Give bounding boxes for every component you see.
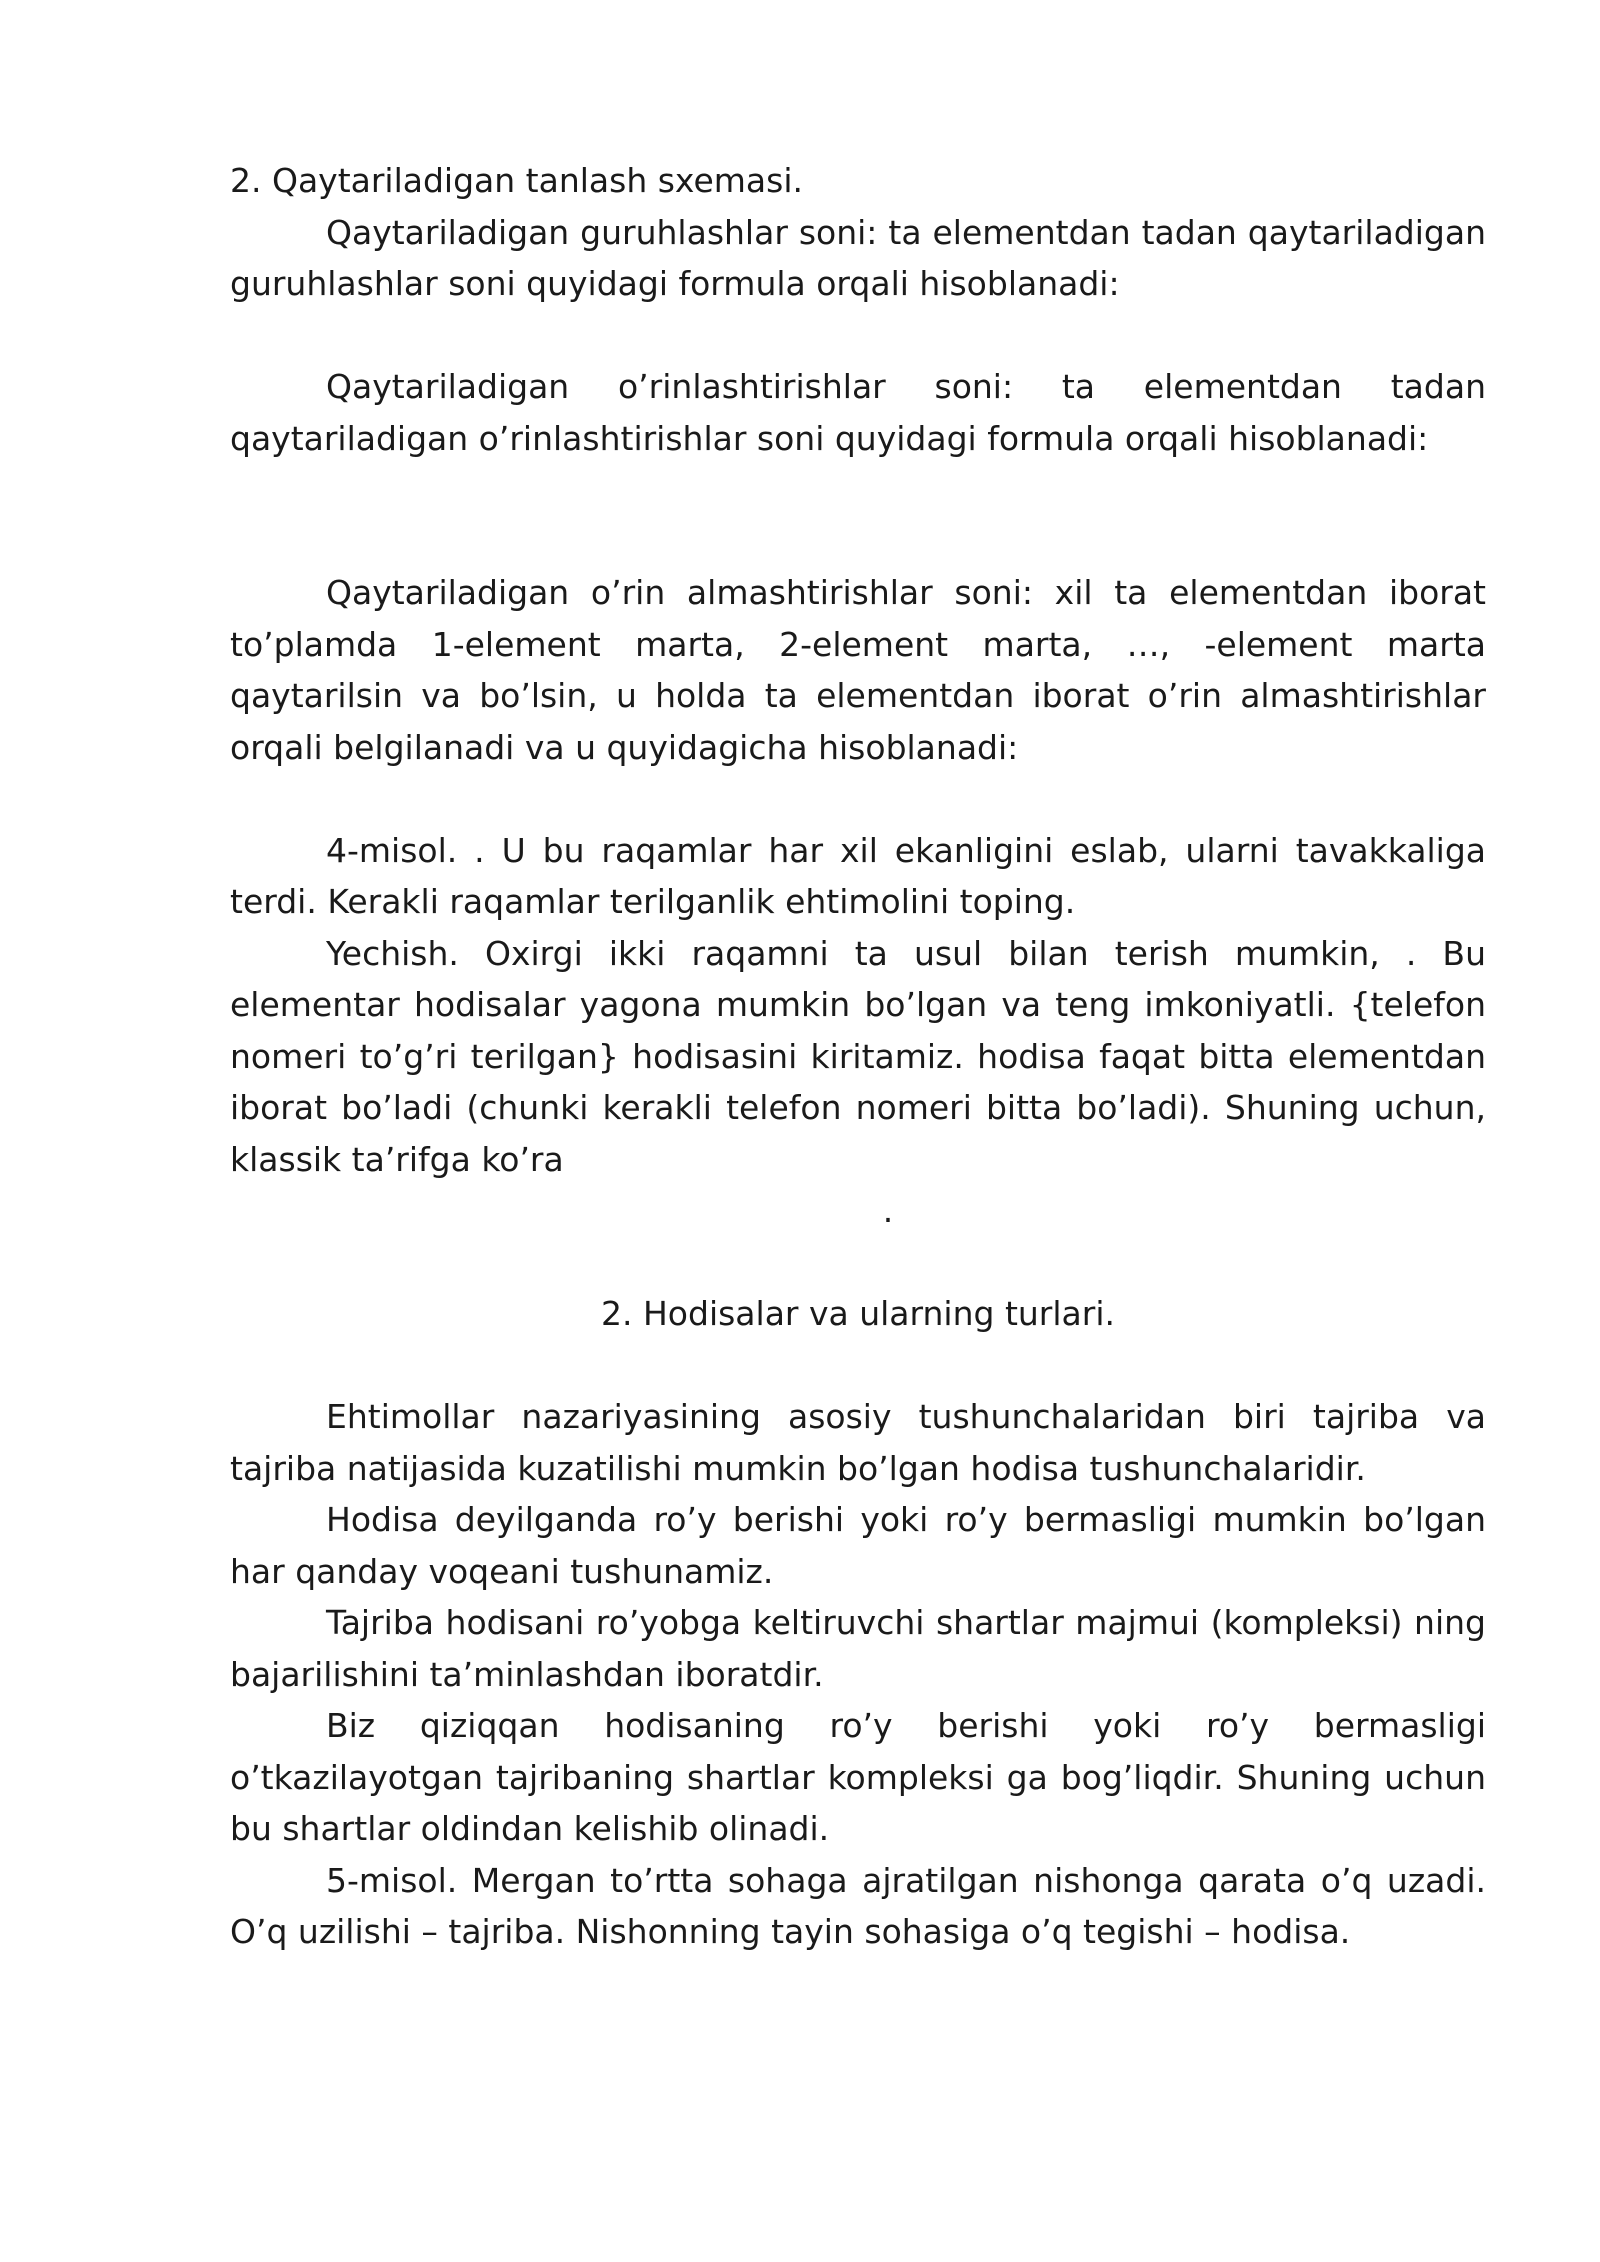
spacer [230, 1340, 1486, 1392]
paragraph-example-5: 5-misol. Mergan to’rtta sohaga ajratilgan nishonga qarata o’q uzadi. O’q uzilishi – tajriba. Nishonning tayin sohasiga o’q tegishi – hodisa. [230, 1860, 1486, 1951]
paragraph-example-4: 4-misol. . U bu raqamlar har xil ekanligini eslab, ularni tavakkaliga terdi. Kerakli raqamlar terilganlik ehtimolini toping. [230, 830, 1486, 921]
section-heading-events: 2. Hodisalar va ularning turlari. [601, 1294, 1115, 1333]
paragraph-experiment-definition: Ehtimollar nazariyasining asosiy tushunchalaridan biri tajriba va tajriba natijasida kuzatilishi mumkin bo’lgan hodisa tushunchalaridir. [230, 1397, 1486, 1488]
paragraph-permutations: Qaytariladigan o’rin almashtirishlar soni: xil ta elementdan iborat to’plamda 1-element marta, 2-element marta, …, -element marta qaytarilsin va bo’lsin, u holda ta elementdan iborat o’rin almashtirishlar orqali belgilanadi va u quyidagicha hisoblanadi: [230, 573, 1486, 767]
document-body [230, 155, 1486, 1958]
paragraph-event-definition: Hodisa deyilganda ro’y berishi yoki ro’y bermasligi mumkin bo’lgan har qanday voqeani tushunamiz. [230, 1500, 1486, 1591]
formula-dot: . [882, 1191, 894, 1230]
spacer [230, 1237, 1486, 1289]
formula-placeholder [230, 773, 1486, 825]
paragraph-solution: Yechish. Oxirgi ikki raqamni ta usul bilan terish mumkin, . Bu elementar hodisalar yagona mumkin bo’lgan va teng imkoniyatli. {telefon nomeri to’g’ri terilgan} hodisasini kiritamiz. hodisa faqat bitta elementdan iborat bo’ladi (chunki kerakli telefon nomeri bitta bo’ladi). Shuning uchun, klassik ta’rifga ko’ra [230, 933, 1486, 1179]
section-heading-repetition-scheme: 2. Qaytariladigan tanlash sxemasi. [230, 161, 803, 200]
formula-placeholder [230, 310, 1486, 362]
paragraph-combinations: Qaytariladigan guruhlashlar soni: ta elementdan tadan qaytariladigan guruhlashlar soni quyidagi formula orqali hisoblanadi: [230, 212, 1486, 303]
paragraph-trial-definition: Tajriba hodisani ro’yobga keltiruvchi shartlar majmui (kompleksi) ning bajarilishini ta’minlashdan iboratdir. [230, 1603, 1486, 1694]
formula-placeholder [230, 464, 1486, 567]
paragraph-conditions: Biz qiziqqan hodisaning ro’y berishi yoki ro’y bermasligi o’tkazilayotgan tajribaning shartlar kompleksi ga bog’liqdir. Shuning uchun bu shartlar oldindan kelishib olinadi. [230, 1706, 1486, 1848]
paragraph-arrangements: Qaytariladigan o’rinlashtirishlar soni: ta elementdan tadan qaytariladigan o’rinlashtirishlar soni quyidagi formula orqali hisoblanadi: [230, 367, 1486, 458]
